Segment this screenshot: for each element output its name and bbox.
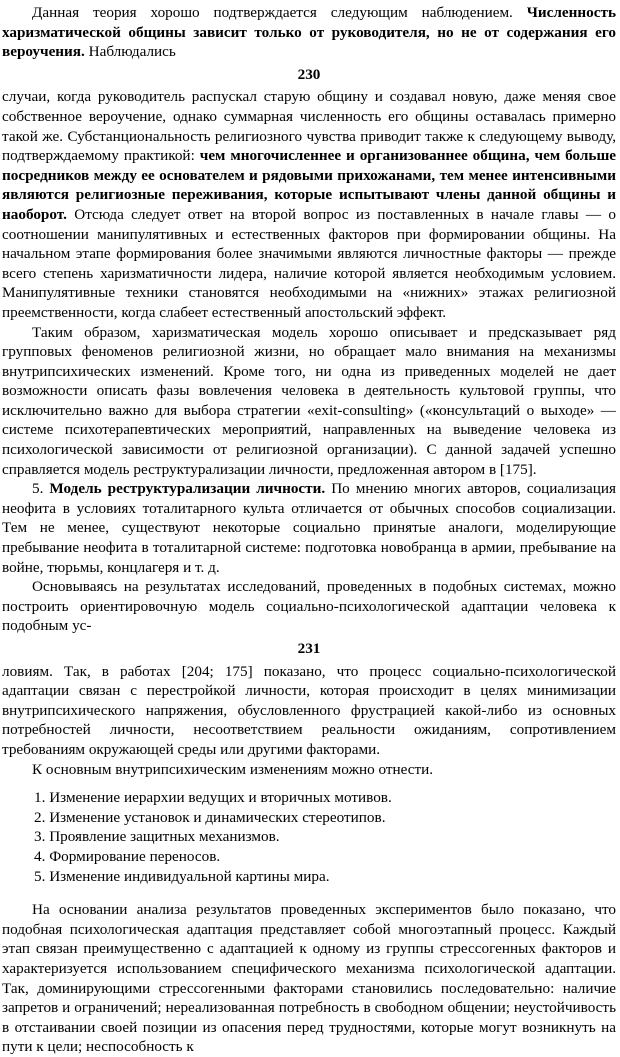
paragraph-community bbox=[2, 87, 616, 322]
section-title: Модель реструктурализации личности. bbox=[49, 480, 326, 498]
community-bold-text: чем многочисленнее и организованнее община, чем больше посредников между ее основателем и рядовыми прихожанами, тем менее интенсивными являются религиозные переживания, которые испытывают члены данной общины и наоборот. bbox=[2, 147, 617, 223]
spacer bbox=[2, 886, 616, 900]
list-item: 4. Формирование переносов. bbox=[34, 847, 221, 865]
paragraph-adaptation-intro: Основываясь на результатах исследований, проведенных в подобных системах, можно построить ориентировочную модель социально-психологической адаптации человека к подобным ус- bbox=[2, 578, 616, 635]
intro-text: Данная теория хорошо подтверждается следующим наблюдением. bbox=[32, 4, 513, 21]
restructuring-text: По мнению многих авторов, социализация неофита в условиях тоталитарного культа отличается от обычных способов социализации. Тем не менее, существуют некоторые социально принятые аналоги, моделирующие пребывание неофита в тоталитарной системе: подготовка новобранца в армии, пребывание на войне, тюрьмы, концлагеря и т. д. bbox=[2, 480, 616, 576]
list-item: 1. Изменение иерархии ведущих и вторичных мотивов. bbox=[34, 789, 392, 807]
paragraph-experiments: На основании анализа результатов проведенных экспериментов было показано, что подобная психологическая адаптация представляет собой многоэтапный процесс. Каждый этап связан преимущественно с адаптацией к одному из группы стрессогенных факторов и характеризуется использованием специфического механизма психологической адаптации. Так, доминирующими стрессогенными факторами становились последовательно: наличие запретов и ограничений; нереализованная потребность в свободном общении; неустойчивость в отстаивании своей позиции из опасения перед трудностями, которые могут возникнуть на пути к цели; неспособность к bbox=[2, 901, 616, 1056]
paragraph-changes-intro: К основным внутрипсихическим изменениям можно отнести. bbox=[32, 760, 434, 778]
list-item: 2. Изменение установок и динамических стереотипов. bbox=[34, 808, 386, 826]
community-text: случаи, когда руководитель распускал старую общину и создавал новую, даже меняя свое собственное вероучение, однако суммарная численность его общины оставалась примерно такой же. Субстанциональность религиозного чувства приводит также к следующему выводу, подтверждаемому практикой: bbox=[2, 88, 616, 165]
page-number-230: 230 bbox=[297, 65, 321, 83]
paragraph-charismatic-model: Таким образом, харизматическая модель хорошо описывает и предсказывает ряд групповых феноменов религиозной жизни, но обращает мало внимания на механизмы внутрипсихических изменений. Кроме того, ни одна из приведенных моделей не дает возможности описать фазы вовлечения человека в деятельность культовой группы, что исключительно важно для выбора стратегии «exit-consulting» («консультаций о выходе» — системе психотерапевтических мероприятий, направленных на выведение человека из психологической зависимости от религиозной организации). С данной задачей успешно справляется модель реструктурализации личности, предложенная автором в [175]. bbox=[2, 323, 616, 478]
spacer bbox=[2, 779, 616, 788]
paragraph-restructuring-model bbox=[2, 479, 616, 577]
list-item: 3. Проявление защитных механизмов. bbox=[34, 828, 280, 846]
section-number: 5. bbox=[32, 480, 44, 498]
intro-tail-text: Наблюдались bbox=[88, 43, 176, 61]
community-tail-text: Отсюда следует ответ на второй вопрос из поставленных в начале главы — о соотношении манипулятивных и естественных факторов при формировании общины. На начальном этапе формирования более значимыми являются личностные факторы — прежде всего степень харизматичности лидера, наличие которой является необходимым условием. Манипулятивные техники становятся необходимыми на «нижних» этажах религиозной преемственности, когда слабеет естественный апостольский эффект. bbox=[2, 205, 617, 321]
changes-list bbox=[2, 788, 616, 886]
intro-bold-text: Численность харизматической общины зависит только от руководителя, но не от содержания его вероучения. bbox=[2, 4, 616, 61]
paragraph-adaptation: ловиям. Так, в работах [204; 175] показано, что процесс социально-психологической адаптации связан с перестройкой личности, которая происходит в целях минимизации внутрипсихического напряжения, обусловленного фрустрацией какой-либо из основных потребностей личности, несоответствием реальности ожиданиям, сопротивлением требованиям окружающей среды или другими факторами. bbox=[2, 662, 616, 758]
list-item: 5. Изменение индивидуальной картины мира. bbox=[34, 867, 330, 885]
paragraph-intro bbox=[2, 3, 616, 62]
page-number-231: 231 bbox=[297, 640, 321, 657]
